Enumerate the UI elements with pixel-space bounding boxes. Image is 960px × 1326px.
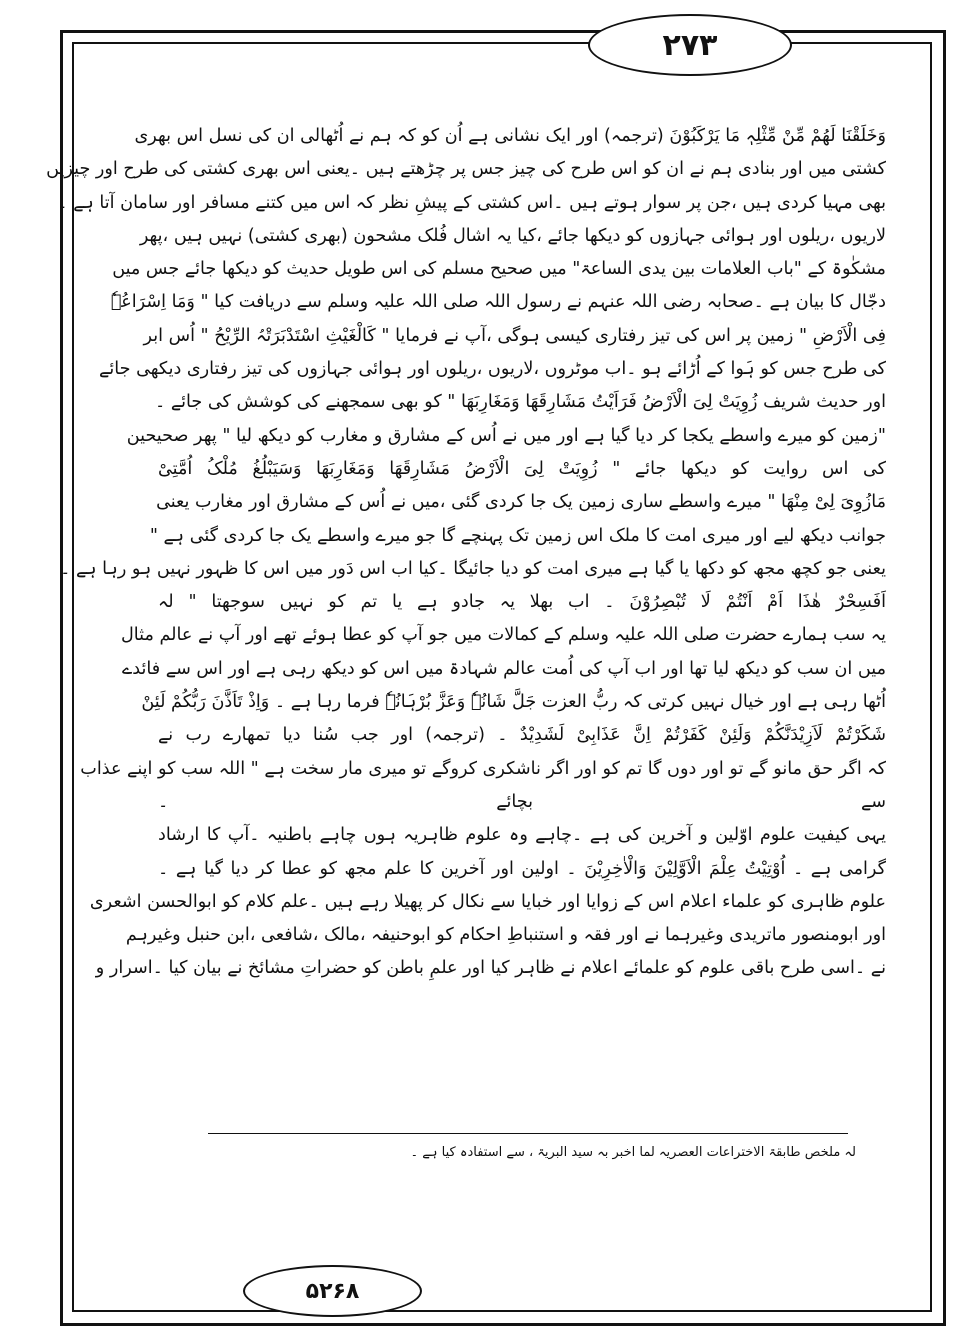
text-line: وَخَلَقْنَا لَھُمْ مِّنْ مِّثْلِہٖ مَا یَرْکَبُوْنَ (ترجمہ) اور ایک نشانی ہے اُن کو کہ ہم نے اُٹھالی ان کی نسل اس بھری (134, 126, 886, 146)
main-text (46, 120, 886, 986)
text-line: یہی کیفیت علوم اوّلین و آخرین کی ہے ۔چاہے وہ علوم ظاہریہ ہوں چاہے باطنیہ ۔آپ کا ارشاد (158, 825, 886, 846)
text-line: اور ابومنصور ماتریدی وغیرہما نے اور فقہ و استنباطِ احکام کو ابوحنیفہ ،مالک ،شافعی ،ابن حنبل وغیرہم (125, 925, 886, 946)
text-line: یعنی جو کچھ مجھ کو دکھا یا گیا ہے میری امت کو دیا جائیگا ۔کیا اب اس دَور میں اس کا ظہور نہیں ہو رہا ہے ۔ (60, 558, 886, 579)
footnote-divider (208, 1133, 848, 1134)
text-line: "زمین کو میرے واسطے یکجا کر دیا گیا ہے اور میں نے اُس کے مشارق و مغارب کو دیکھ لیا " پھر صحیحین (126, 425, 886, 446)
text-line: جوانب دیکھ لیے اور میری امت کا ملک اس زمین تک پہنچے گا جو میرے واسطے یک جا کردی گئی ہے " (149, 525, 886, 546)
footnote: لہ ملخص طابقۃ الاختراعات العصریہ لما اخبر بہ سید البریۃ ، سے استفادہ کیا ہے ۔ (410, 1145, 856, 1160)
text-line: لاریوں ،ریلوں اور ہوائی جہازوں کو دیکھا جائے ،کیا یہ اشال فُلک مشحون (بھری کشتی) نہیں ہیں ،پھر (139, 225, 886, 246)
text-line: فِی الْاَرْضِ " زمین پر اس کی تیز رفتاری کیسی ہوگی ،آپ نے فرمایا " کَالْغَیْثِ اسْتَدْبَرَتْہُ الرِّیْحُ " اُس ابر (143, 325, 886, 346)
text-line: دجّال کا بیان ہے ۔صحابہ رضی اللہ عنہم نے رسول اللہ صلی اللہ علیہ وسلم سے دریافت کیا " وَمَا اِسْرَاعُہٗ (110, 292, 886, 313)
page-number-top: ۲۷۳ (588, 14, 792, 76)
text-line: میں ان سب کو دیکھ لیا تھا اور اب آپ کی اُمت عالم شہادۃ میں اس کو دیکھ رہی ہے اور اس سے فائدے (121, 658, 886, 679)
text-line: گرامی ہے ۔ اُوْتِیْتُ عِلْمَ الْاَوَّلِیْنَ وَالْاٰخِرِیْنَ ۔ اولین اور آخرین کا علم مجھ کو عطا کر دیا گیا ہے ۔ (158, 858, 886, 879)
text-line: مشکٰوۃ کے "باب العلامات بین یدی الساعۃ" میں صحیح مسلم کی اس طویل حدیث کو دیکھا جائے جس میں (112, 259, 886, 280)
text-line: سے بچائے ۔ (158, 791, 886, 812)
text-line: شَکَرْتُمْ لَاَزِیْدَنَّکُمْ وَلَئِنْ کَفَرْتُمْ اِنَّ عَذَابِیْ لَشَدِیْدٌ ۔ (ترجمہ) اور جب سُنا دیا تمھارے رب نے (158, 725, 886, 746)
text-line: مَازُوِیَ لِیْ مِنْھَا " میرے واسطے ساری زمین یک جا کردی گئی ،میں نے اُس کے مشارق اور مغارب یعنی (156, 492, 886, 513)
text-line: یہ سب ہمارے حضرت صلی اللہ علیہ وسلم کے کمالات میں جو آپ کو عطا ہوئے تھے اور آپ نے عالم مثال (121, 625, 886, 646)
text-line: کشتی میں اور بنادی ہم نے ان کو اس طرح کی چیز جس پر چڑھتے ہیں ۔یعنی اس بھری کشتی کی طرح اور چیزیں (46, 159, 886, 180)
text-line: علوم ظاہری کو علماء اعلام اس کے زوایا اور خبایا سے نکال کر پھیلا رہے ہیں ۔علم کلام کو ابوالحسن اشعری (89, 891, 886, 912)
text-line: کی طرح جس کو ہَوا کے اُڑائے ہو ۔اب موٹروں ،لاریوں ،ریلوں اور ہوائی جہازوں کی تیز رفتاری دیکھی جائے (99, 359, 886, 380)
text-line: بھی مہیا کردی ہیں ،جن پر سوار ہوتے ہیں ۔اس کشتی کے پیشِ نظر کہ اس میں کتنے مسافر اور سامان آتا ہے ۔ (57, 192, 886, 213)
text-line: کہ اگر حق مانو گے تو اور دوں گا تم کو اور اگر ناشکری کروگے تو میری مار سخت ہے " اللہ سب کو اپنے عذاب (80, 758, 886, 779)
text-line: نے ۔اسی طرح باقی علوم کو علمائے اعلام نے ظاہر کیا اور علمِ باطن کو حضراتِ مشائخ نے بیان کیا ۔اسرار و (95, 958, 886, 979)
text-line: کی اس روایت کو دیکھا جائے " زُوِیَتْ لِیَ الْاَرْضُ مَشَارِقَھَا وَمَغَارِبَھَا وَسَیَبْلُغُ مُلْکُ اُمَّتِیْ (158, 458, 886, 479)
text-line: اَفَسِحْرٌ ھٰذَا اَمْ اَنْتُمْ لَا تُبْصِرُوْنَ ۔ اب بھلا یہ جادو ہے یا تم کو نہیں سوجھتا " لہ (158, 592, 886, 613)
text-line: اور حدیث شریف زُوِیَتْ لِیَ الْاَرْضُ فَرَاَیْتُ مَشَارِقَھَا وَمَغَارِبَھَا " کو بھی سمجھنے کی کوشش کی جائے ۔ (154, 392, 886, 413)
text-line: اُٹھا رہی ہے اور خیال نہیں کرتی کہ ربُّ العزت جَلَّ شَانُہٗ وَعَزَّ بُرْہَانُہٗ فرما رہا ہے ۔ وَاِذْ تَاَذَّنَ رَبُّکُمْ لَئِنْ (141, 692, 886, 713)
page-number-bottom: ۵۲۶۸ (243, 1265, 422, 1317)
